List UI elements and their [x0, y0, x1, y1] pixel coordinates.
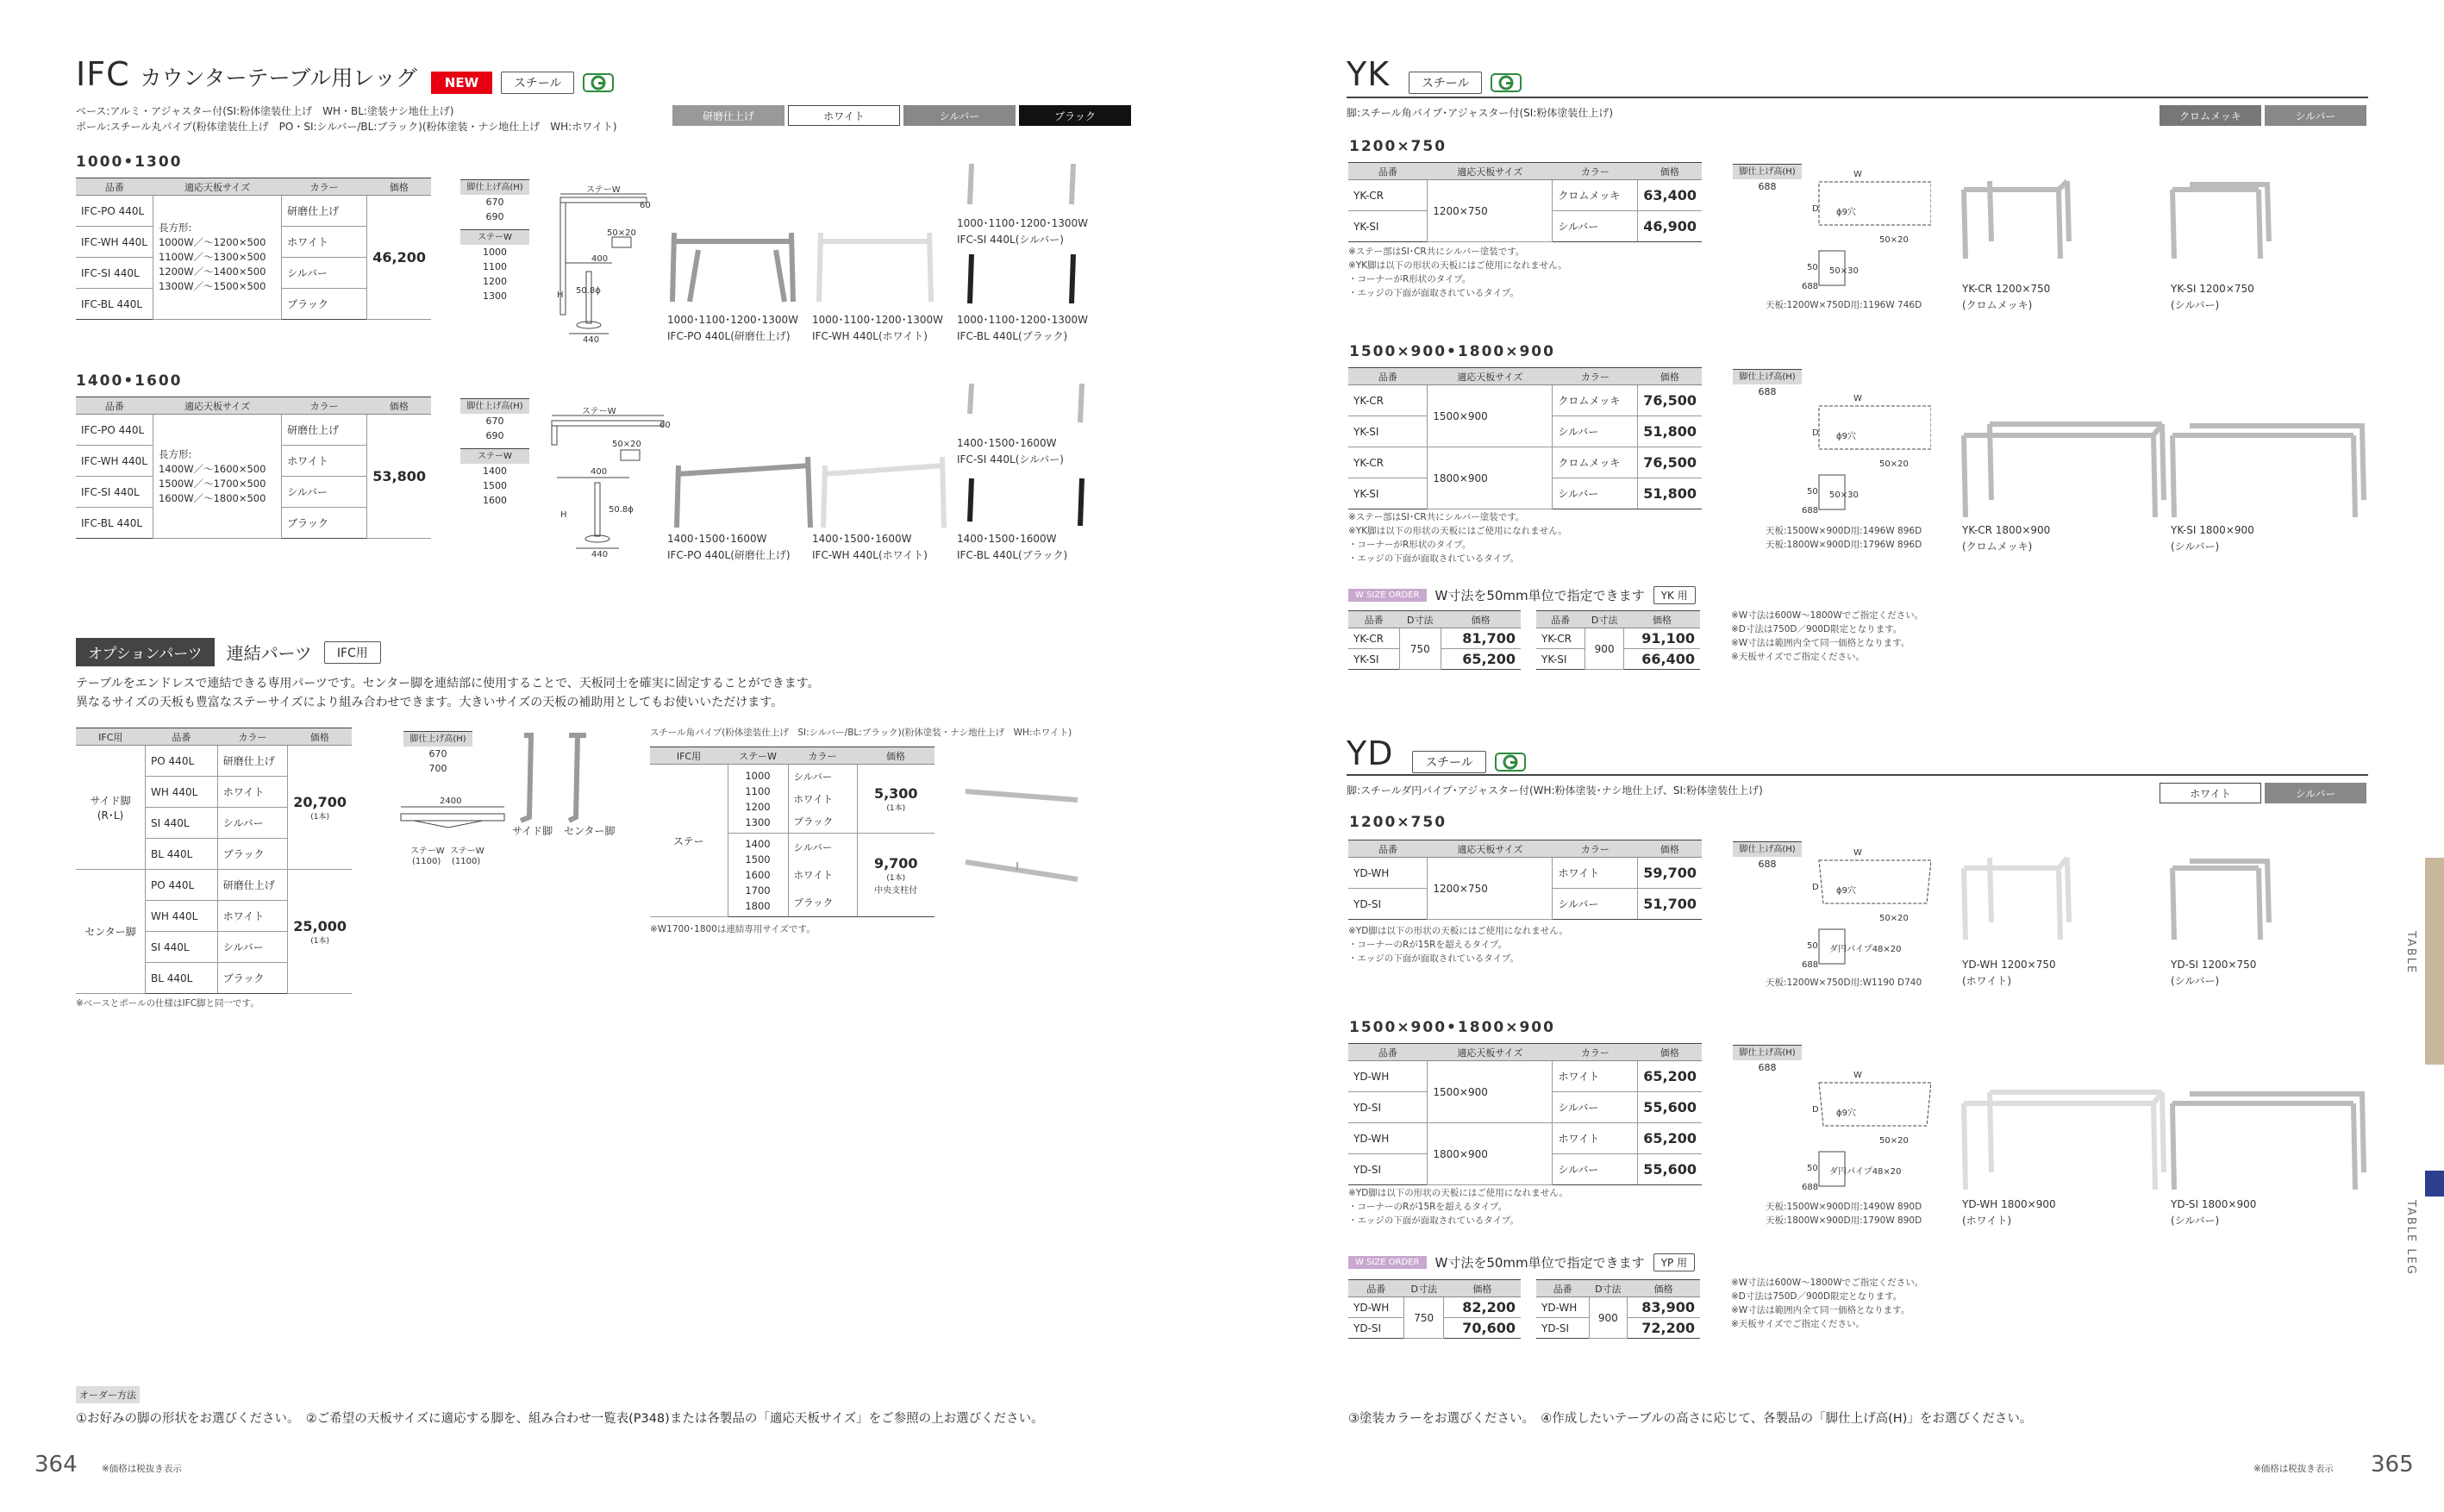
ifc-desc-line2: ポール:スチール丸パイプ(粉体塗装仕上げ PO・SI:シルバー/BL:ブラック)(粉体塗装・ナシ地仕上げ WH:ホワイト): [76, 121, 617, 133]
yd-s2-table: 品番 適応天板サイズ カラー 価格 YD-WH 1500×900 ホワイト 65,200 YD-SI シルバー 55,600 YD-WH 1800×900 ホワイト 65,200 YD-SI シルバー 55,600: [1348, 1043, 1702, 1185]
svg-text:50: 50: [1807, 941, 1818, 951]
new-badge: NEW: [431, 72, 492, 94]
yd-si-1200-image: [2164, 849, 2276, 948]
table-row: YK-CR 1800×900 クロムメッキ 76,500: [1348, 447, 1702, 478]
table-row: 1400 1500 1600 1700 1800 シルバー ホワイト ブラック 9,700 (1本) 中央支柱付: [650, 834, 934, 917]
ifc-s2-si-image: [953, 379, 1099, 431]
color-white: ホワイト: [788, 105, 900, 126]
svg-text:ダ円パイプ48×20: ダ円パイプ48×20: [1829, 945, 1902, 954]
material-badge: スチール: [501, 72, 574, 94]
ifc-s2-bl-image: [953, 474, 1099, 530]
table-row: ステー 1000 1100 1200 1300 シルバー ホワイト ブラック 5,300 (1本): [650, 765, 934, 834]
table-row: YK-CR 1500×900 クロムメッキ 76,500: [1348, 385, 1702, 416]
side-label-table-leg: TABLE LEG: [2404, 1200, 2417, 1276]
svg-text:688: 688: [1802, 282, 1819, 291]
table-row: IFC-BL 440L ブラック: [76, 508, 431, 539]
svg-text:ステーW: ステーW: [410, 847, 445, 856]
table-row: YD-SI シルバー 55,600: [1348, 1154, 1702, 1185]
side-tab-table: [2425, 858, 2444, 1065]
svg-text:688: 688: [1802, 960, 1819, 970]
table-row: BL 440L ブラック: [76, 963, 352, 994]
yk-si-1800-caption: YK-SI 1800×900 (シルバー): [2171, 524, 2254, 553]
svg-text:50: 50: [1807, 263, 1818, 272]
ifc-s2-dim-drawing: [543, 405, 681, 560]
yk-wsize-notes: ※W寸法は600W～1800Wでご指定ください。 ※D寸法は750D／900D限定となります。 ※W寸法は範囲内全て同一価格となります。 ※天板サイズでご指定ください。: [1731, 610, 1924, 662]
yd-wh-1800-image: [1955, 1082, 2171, 1198]
svg-text:688: 688: [1802, 506, 1819, 515]
table-row: YD-WH 1800×900 ホワイト 65,200: [1348, 1123, 1702, 1154]
table-row: センター脚 PO 440L 研磨仕上げ 25,000 (1本): [76, 870, 352, 901]
ifc-header: [76, 55, 614, 94]
svg-text:W: W: [1853, 394, 1862, 403]
table-row: IFC-SI 440L シルバー: [76, 477, 431, 508]
svg-text:D: D: [1812, 1105, 1819, 1115]
svg-text:ϕ9穴: ϕ9穴: [1836, 208, 1856, 217]
svg-text:50×20: 50×20: [1879, 914, 1909, 923]
svg-text:(1100): (1100): [412, 857, 441, 866]
svg-text:(1100): (1100): [452, 857, 481, 866]
color-polished: 研磨仕上げ: [672, 105, 784, 126]
yd-si-1800-caption: YD-SI 1800×900 (シルバー): [2171, 1198, 2257, 1227]
green-mark-icon: [1495, 753, 1526, 772]
svg-text:W: W: [1853, 848, 1862, 858]
ifc-s2-si-caption: 1400･1500･1600W IFC-SI 440L(シルバー): [957, 437, 1064, 465]
yd-wsize-table-900: 品番 D寸法 価格 YD-WH 900 83,900 YD-SI 72,200: [1536, 1279, 1700, 1339]
svg-text:50×20: 50×20: [607, 228, 636, 238]
option-text: テーブルをエンドレスで連結できる専用パーツです。センター脚を連結部に使用することで、天板同士を確実に固定することができます。 異なるサイズの天板も豊富なステーサイズにより組み合わせできます。大きいサイズの天板の補助用としてもお使いいただけます。: [76, 677, 820, 709]
yk-material: スチール: [1409, 72, 1482, 94]
yk-si-1200-image: [2164, 172, 2276, 267]
yd-wsize-header: W SIZE ORDER W寸法を50mm単位で指定できます YP 用: [1348, 1253, 1695, 1271]
yd-si-1200-caption: YD-SI 1200×750 (シルバー): [2171, 959, 2257, 987]
yd-rule: [1347, 774, 2368, 776]
ifc-title: カウンターテーブル用レッグ: [140, 66, 417, 91]
green-mark-icon: [583, 73, 614, 92]
table-row: YK-SI 66,400: [1536, 649, 1700, 670]
yk-cr-1800-caption: YK-CR 1800×900 (クロムメッキ): [1962, 524, 2051, 553]
ifc-s1-po-image: [664, 224, 810, 310]
yk-wsize-header: W SIZE ORDER W寸法を50mm単位で指定できます YK 用: [1348, 586, 1696, 604]
yd-s1-notes: ※YD脚は以下の形状の天板にはご使用になれません。 ・コーナーのRが15Rを超えるタイプ。 ・エッジの下面が面取されているタイプ。: [1348, 926, 1568, 964]
yk-s1-spec: 天板:1200W×750D用:1196W 746D: [1766, 300, 1922, 310]
color-silver: シルバー: [2265, 783, 2366, 803]
yd-wsize-table-750: 品番 D寸法 価格 YD-WH 750 82,200 YD-SI 70,600: [1348, 1279, 1521, 1339]
option-label: オプションパーツ: [76, 638, 215, 666]
table-row: YD-WH 1200×750 ホワイト 59,700: [1348, 858, 1702, 889]
yd-wh-1200-image: [1955, 849, 2076, 948]
table-row: YD-SI シルバー 55,600: [1348, 1092, 1702, 1123]
yk-color-bar: [2160, 105, 2366, 126]
option-stay-images: [957, 776, 1095, 897]
yd-s2-title: 1500×900•1800×900: [1349, 1019, 1555, 1036]
wsize-badge: W SIZE ORDER: [1348, 589, 1427, 602]
yk-s2-table: 品番 適応天板サイズ カラー 価格 YK-CR 1500×900 クロムメッキ 76,500 YK-SI シルバー 51,800 YK-CR 1800×900 クロムメッキ 76,500 YK-SI シルバー 51,800: [1348, 367, 1702, 509]
yd-s2-notes: ※YD脚は以下の形状の天板にはご使用になれません。 ・コーナーのRが15Rを超えるタイプ。 ・エッジの下面が面取されているタイプ。: [1348, 1188, 1568, 1226]
svg-text:ステーW: ステーW: [582, 407, 616, 416]
svg-text:50: 50: [1807, 487, 1818, 497]
svg-text:400: 400: [591, 254, 609, 264]
yk-cr-1800-image: [1955, 414, 2171, 526]
svg-text:ステーW: ステーW: [586, 185, 621, 195]
ifc-s1-po-caption: 1000･1100･1200･1300W IFC-PO 440L(研磨仕上げ): [667, 314, 799, 342]
yd-s2-spec: 天板:1500W×900D用:1490W 890D 天板:1800W×900D用:1790W 890D: [1766, 1202, 1922, 1226]
svg-text:D: D: [1812, 428, 1819, 438]
yd-s1-dim-drawing: [1785, 847, 1931, 976]
ifc-s1-si-caption: 1000･1100･1200･1300W IFC-SI 440L(シルバー): [957, 217, 1089, 246]
yk-s1-notes: ※ステー部はSI･CR共にシルバー塗装です。 ※YK脚は以下の形状の天板にはご使用になれません。 ・コーナーがR形状のタイプ。 ・エッジの下面が面取されているタイプ。: [1348, 247, 1567, 298]
yd-s1-title: 1200×750: [1349, 814, 1447, 831]
svg-text:50×20: 50×20: [612, 440, 641, 449]
svg-text:ϕ9穴: ϕ9穴: [1836, 1109, 1856, 1118]
table-row: YD-WH 900 83,900: [1536, 1297, 1700, 1318]
table-row: YD-WH 750 82,200: [1348, 1297, 1521, 1318]
yk-s2-dim-drawing: [1785, 392, 1931, 522]
svg-text:H: H: [560, 510, 567, 520]
ifc-s2-po-caption: 1400･1500･1600W IFC-PO 440L(研磨仕上げ): [667, 533, 791, 561]
table-row: WH 440L ホワイト: [76, 777, 352, 808]
table-row: YD-SI シルバー 51,700: [1348, 889, 1702, 920]
yk-si-1200-caption: YK-SI 1200×750 (シルバー): [2171, 283, 2254, 311]
svg-text:W: W: [1853, 1071, 1862, 1080]
ifc-s2-title: 1400•1600: [76, 372, 183, 390]
yd-s2-dim-drawing: [1785, 1069, 1931, 1198]
yk-s2-title: 1500×900•1800×900: [1349, 343, 1555, 360]
ifc-s1-bl-caption: 1000･1100･1200･1300W IFC-BL 440L(ブラック): [957, 314, 1089, 342]
table-row: YK-SI シルバー 51,800: [1348, 478, 1702, 509]
table-row: SI 440L シルバー: [76, 808, 352, 839]
table-row: YD-WH 1500×900 ホワイト 65,200: [1348, 1061, 1702, 1092]
ifc-s1-dim-drawing: [552, 185, 664, 345]
yk-rule: [1347, 97, 2368, 98]
yk-cr-1200-image: [1955, 172, 2076, 267]
green-mark-icon: [1491, 73, 1522, 92]
ifc-desc: [76, 103, 617, 134]
table-row: YK-SI シルバー 46,900: [1348, 211, 1702, 242]
yd-s1-spec: 天板:1200W×750D用:W1190 D740: [1766, 978, 1922, 988]
table-row: IFC-PO 440L 長方形: 1000W／～1200×500 1100W／～1300×500 1200W／～1400×500 1300W／～1500×500 研磨仕上げ 46,200: [76, 196, 431, 227]
option-center-caption: センター脚: [564, 825, 616, 837]
yd-s2-h: 脚仕上げ高(H) 688: [1733, 1045, 1802, 1075]
option-base-note: ※ベースとポールの仕様はIFC脚と同一です。: [76, 998, 259, 1009]
table-row: YK-CR 900 91,100: [1536, 628, 1700, 649]
svg-text:D: D: [1812, 883, 1819, 892]
wsize-badge: W SIZE ORDER: [1348, 1256, 1427, 1269]
tax-note-right: ※価格は税抜き表示: [2253, 1464, 2334, 1474]
svg-text:50.8ϕ: 50.8ϕ: [609, 505, 634, 515]
option-stay-note: ※W1700･1800は連結専用サイズです。: [650, 924, 816, 934]
order-step1: ①お好みの脚の形状をお選びください。 ②ご希望の天板サイズに適応する脚を、組み合わせ一覧表(P348)または各製品の「適応天板サイズ」をご参照の上お選びください。: [76, 1412, 1044, 1426]
yd-wh-1800-caption: YD-WH 1800×900 (ホワイト): [1962, 1198, 2056, 1227]
ifc-s1-wh-image: [810, 224, 940, 310]
svg-text:60: 60: [640, 201, 651, 210]
option-stay-drawing: [397, 793, 509, 871]
option-stay-desc: スチール角パイプ(粉体塗装仕上げ SI:シルバー/BL:ブラック)(粉体塗装・ナシ地仕上げ WH:ホワイト): [650, 728, 1072, 738]
svg-text:440: 440: [583, 335, 600, 345]
option-tag: IFC用: [324, 641, 381, 664]
yk-s1-table: 品番 適応天板サイズ カラー 価格 YK-CR 1200×750 クロムメッキ 63,400 YK-SI シルバー 46,900: [1348, 162, 1702, 242]
yk-s2-h: 脚仕上げ高(H) 688: [1733, 369, 1802, 399]
ifc-desc-line1: ベース:アルミ・アジャスター付(SI:粉体塗装仕上げ WH・BL:塗装ナシ地仕上げ): [76, 105, 454, 117]
yd-code: YD: [1347, 734, 1394, 772]
svg-text:50×30: 50×30: [1829, 490, 1859, 500]
color-chrome: クロムメッキ: [2160, 105, 2261, 126]
table-row: サイド脚 (R･L) PO 440L 研磨仕上げ 20,700 (1本): [76, 746, 352, 777]
yd-material: スチール: [1412, 751, 1485, 773]
ifc-code: IFC: [76, 55, 130, 93]
table-row: YK-CR 1200×750 クロムメッキ 63,400: [1348, 180, 1702, 211]
yd-s1-h: 脚仕上げ高(H) 688: [1733, 841, 1802, 872]
option-title: 連結パーツ: [226, 643, 312, 664]
option-side-caption: サイド脚: [512, 825, 553, 837]
yk-si-1800-image: [2164, 414, 2371, 526]
yk-code: YK: [1347, 55, 1391, 93]
ifc-s2-heights: 脚仕上げ高(H) 670 690 ステーW 1400 1500 1600: [460, 398, 529, 508]
option-stay-table: IFC用 ステーW カラー 価格 ステー 1000 1100 1200 1300 シルバー ホワイト ブラック 5,300 (1本) 1400 1500 1600 1700 1800 シルバー ホワイト ブラック 9,700 (1本) 中央支柱付: [650, 747, 934, 917]
yk-s1-dim-drawing: [1785, 168, 1931, 297]
yd-desc: 脚:スチールダ円パイプ･アジャスター付(WH:粉体塗装･ナシ地仕上げ、SI:粉体塗装仕上げ): [1347, 784, 1763, 797]
table-row: YK-SI 65,200: [1348, 649, 1521, 670]
table-row: BL 440L ブラック: [76, 839, 352, 870]
table-row: YK-CR 750 81,700: [1348, 628, 1521, 649]
table-row: IFC-PO 440L 長方形: 1400W／～1600×500 1500W／～1700×500 1600W／～1800×500 研磨仕上げ 53,800: [76, 415, 431, 446]
svg-text:50×20: 50×20: [1879, 459, 1909, 469]
page-number-left: 364: [34, 1452, 78, 1478]
yk-cr-1200-caption: YK-CR 1200×750 (クロムメッキ): [1962, 283, 2051, 311]
table-row: YD-SI 72,200: [1536, 1318, 1700, 1339]
table-row: IFC-WH 440L ホワイト: [76, 227, 431, 258]
color-black: ブラック: [1019, 105, 1131, 126]
yk-header: [1347, 55, 1522, 94]
svg-text:50.8ϕ: 50.8ϕ: [576, 286, 601, 296]
table-row: IFC-WH 440L ホワイト: [76, 446, 431, 477]
yd-header: [1347, 734, 1526, 773]
color-silver: シルバー: [2265, 105, 2366, 126]
option-heights: 脚仕上げ高(H) 670 700: [403, 731, 472, 776]
svg-text:50×20: 50×20: [1879, 1136, 1909, 1146]
ifc-s1-heights: 脚仕上げ高(H) 670 690 ステーW 1000 1100 1200 1300: [460, 179, 529, 303]
svg-text:400: 400: [591, 467, 608, 477]
svg-text:ϕ9穴: ϕ9穴: [1836, 886, 1856, 896]
order-label: オーダー方法: [76, 1386, 140, 1403]
svg-text:440: 440: [591, 550, 609, 559]
ifc-s2-table: 品番 適応天板サイズ カラー 価格 IFC-PO 440L 長方形: 1400W／～1600×500 1500W／～1700×500 1600W／～1800×500 研磨仕上げ 53,800 IFC-WH 440L ホワイト IFC-SI 440L シルバー IFC-BL 440L ブラック: [76, 397, 431, 539]
svg-text:50×20: 50×20: [1879, 235, 1909, 245]
order-step2: ③塗装カラーをお選びください。 ④作成したいテーブルの高さに応じて、各製品の「脚仕上げ高(H)」をお選びください。: [1348, 1412, 2033, 1426]
ifc-color-bar: [672, 105, 1131, 126]
yk-desc: 脚:スチール角パイプ･アジャスター付(SI:粉体塗装仕上げ): [1347, 107, 1614, 119]
table-row: IFC-BL 440L ブラック: [76, 289, 431, 320]
table-row: IFC-SI 440L シルバー: [76, 258, 431, 289]
svg-text:ステーW: ステーW: [450, 847, 484, 856]
side-tab-table-leg: [2425, 1171, 2444, 1196]
side-label-table: TABLE: [2404, 931, 2417, 975]
ifc-s1-wh-caption: 1000･1100･1200･1300W IFC-WH 440L(ホワイト): [812, 314, 944, 342]
color-silver: シルバー: [903, 105, 1016, 126]
yd-s1-table: 品番 適応天板サイズ カラー 価格 YD-WH 1200×750 ホワイト 59,700 YD-SI シルバー 51,700: [1348, 840, 1702, 920]
svg-text:ダ円パイプ48×20: ダ円パイプ48×20: [1829, 1167, 1902, 1177]
ifc-s1-bl-image: [953, 250, 1091, 310]
ifc-s2-bl-caption: 1400･1500･1600W IFC-BL 440L(ブラック): [957, 533, 1068, 561]
table-row: SI 440L シルバー: [76, 932, 352, 963]
svg-text:H: H: [557, 291, 564, 300]
yk-s2-spec: 天板:1500W×900D用:1496W 896D 天板:1800W×900D用:1796W 896D: [1766, 526, 1922, 550]
yd-wh-1200-caption: YD-WH 1200×750 (ホワイト): [1962, 959, 2056, 987]
svg-text:50: 50: [1807, 1164, 1818, 1173]
ifc-s1-table: 品番 適応天板サイズ カラー 価格 IFC-PO 440L 長方形: 1000W／～1200×500 1100W／～1300×500 1200W／～1400×500 1300W／～1500×500 研磨仕上げ 46,200 IFC-WH 440L ホワイト IFC-SI 440L シルバー IFC-BL 440L ブラック: [76, 178, 431, 320]
svg-text:W: W: [1853, 170, 1862, 179]
yk-wsize-table-900: 品番 D寸法 価格 YK-CR 900 91,100 YK-SI 66,400: [1536, 610, 1700, 670]
ifc-s2-wh-image: [815, 448, 953, 534]
option-legs-table: IFC用 品番 カラー 価格 サイド脚 (R･L) PO 440L 研磨仕上げ 20,700 (1本) WH 440L ホワイト SI 440L シルバー BL 440L ブラック センター脚 PO 440L 研磨仕上げ 25,000 (1本) WH 440L ホワイト SI 440L シルバー BL 440L ブラック: [76, 728, 352, 994]
option-header: [76, 638, 381, 666]
ifc-s1-title: 1000•1300: [76, 153, 183, 171]
page-number-right: 365: [2371, 1452, 2414, 1478]
yk-s1-title: 1200×750: [1349, 138, 1447, 155]
ifc-s1-si-image: [953, 159, 1091, 211]
yk-wsize-table-750: 品番 D寸法 価格 YK-CR 750 81,700 YK-SI 65,200: [1348, 610, 1521, 670]
table-row: WH 440L ホワイト: [76, 901, 352, 932]
yd-si-1800-image: [2164, 1082, 2371, 1198]
svg-text:2400: 2400: [440, 797, 462, 806]
table-row: YD-SI 70,600: [1348, 1318, 1521, 1339]
ifc-s2-po-image: [668, 448, 819, 534]
ifc-s2-wh-caption: 1400･1500･1600W IFC-WH 440L(ホワイト): [812, 533, 928, 561]
svg-text:60: 60: [659, 421, 671, 430]
yd-color-bar: [2160, 783, 2366, 803]
yk-s2-notes: ※ステー部はSI･CR共にシルバー塗装です。 ※YK脚は以下の形状の天板にはご使用になれません。 ・コーナーがR形状のタイプ。 ・エッジの下面が面取されているタイプ。: [1348, 512, 1567, 564]
svg-text:ϕ9穴: ϕ9穴: [1836, 432, 1856, 441]
tax-note-left: ※価格は税抜き表示: [102, 1464, 182, 1474]
svg-text:50×30: 50×30: [1829, 266, 1859, 276]
yd-wsize-notes: ※W寸法は600W～1800Wでご指定ください。 ※D寸法は750D／900D限定となります。 ※W寸法は範囲内全て同一価格となります。 ※天板サイズでご指定ください。: [1731, 1278, 1924, 1329]
color-white: ホワイト: [2160, 783, 2261, 803]
svg-text:D: D: [1812, 204, 1819, 214]
option-legs-image: [509, 731, 621, 826]
yk-s1-h: 脚仕上げ高(H) 688: [1733, 164, 1802, 194]
table-row: YK-SI シルバー 51,800: [1348, 416, 1702, 447]
svg-text:688: 688: [1802, 1183, 1819, 1192]
